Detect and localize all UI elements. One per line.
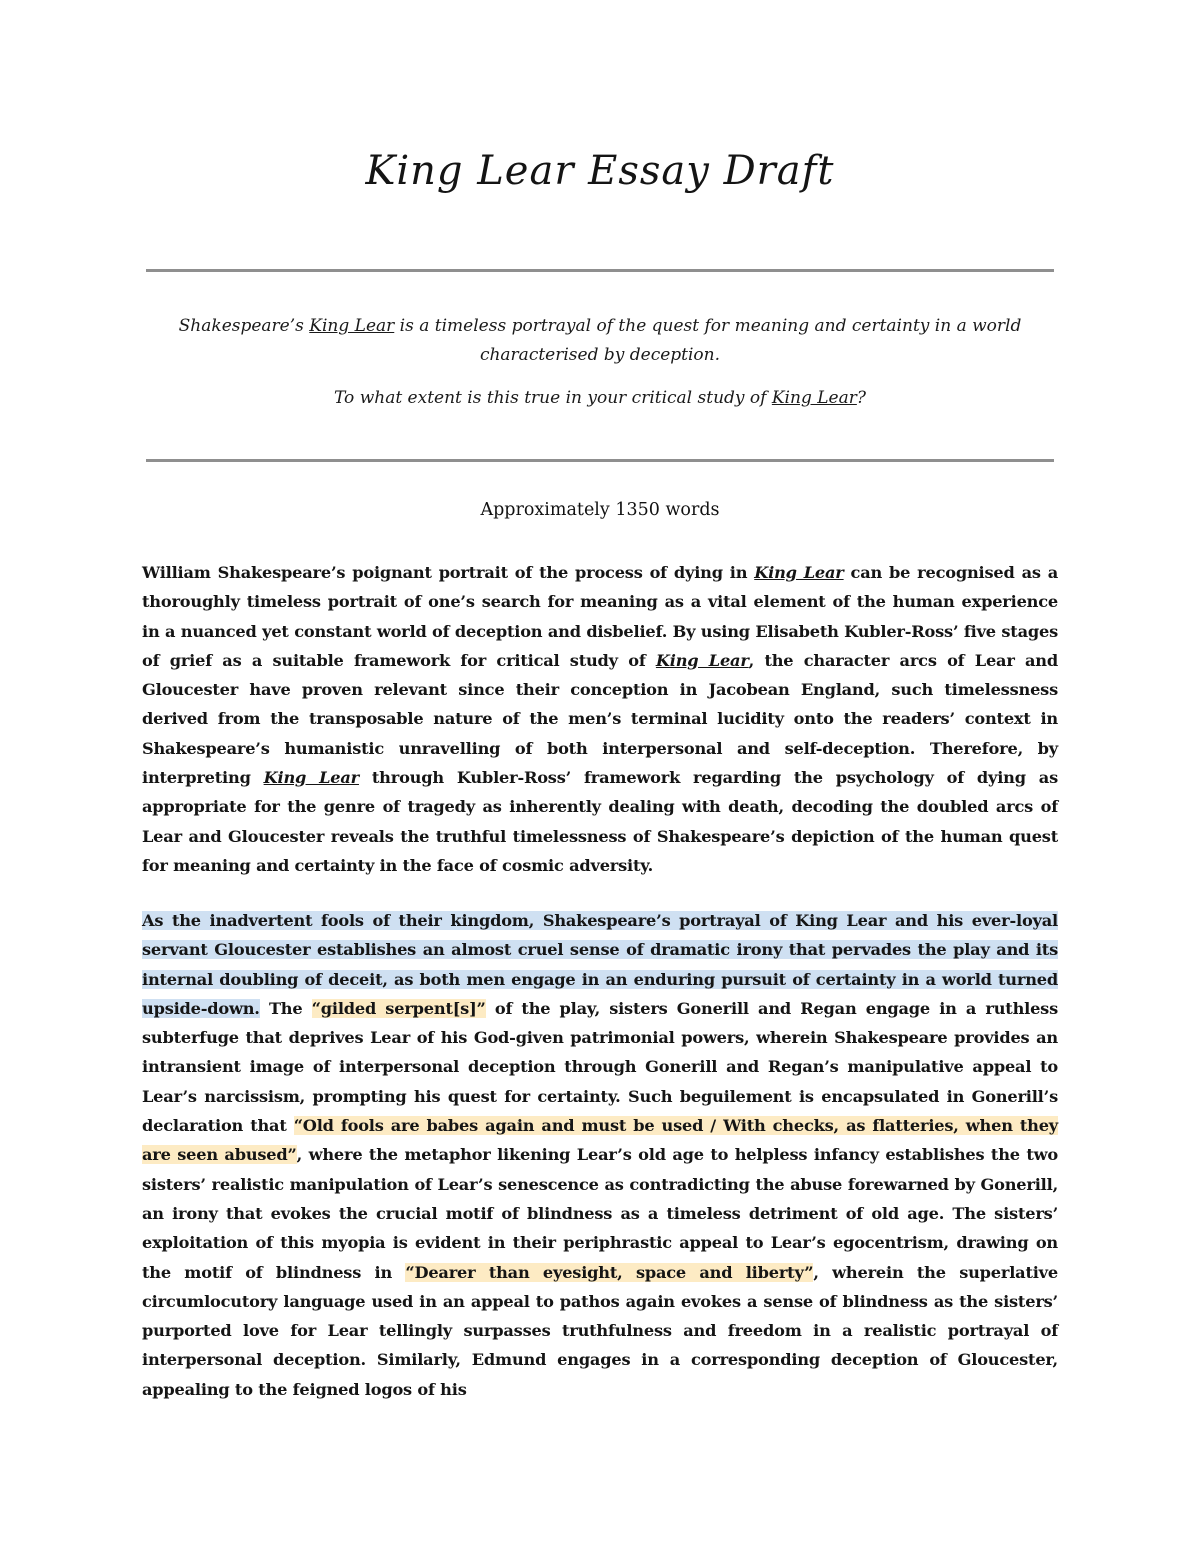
quote-highlight: “gilded serpent[s]” bbox=[311, 998, 486, 1018]
question-work-title: King Lear bbox=[771, 388, 857, 408]
introduction-paragraph bbox=[142, 558, 1058, 880]
question-text: is a timeless portrayal of the quest for meaning and certainty in a world characterised by deception. bbox=[394, 316, 1022, 365]
paragraph-text: , wherein the superlative circumlocutory language used in an appeal to pathos again evokes a sense of blindness as the sisters’ purported love for Lear tellingly surpasses truthfulness and freedom in a realistic portrayal of interpersonal deception. Similarly, Edmund engages in a corresponding deception of Gloucester, appealing to the feigned logos of his bbox=[142, 1262, 1058, 1399]
work-title: King Lear bbox=[655, 650, 749, 670]
body-paragraph bbox=[142, 906, 1058, 1404]
paragraph-text: can be recognised as a thoroughly timeless portrait of one’s search for meaning as a vital element of the human experience in a nuanced yet constant world of deception and disbelief. By using Elisabeth Kubler-Ross’ five stages of grief as a suitable framework for critical study of bbox=[142, 563, 1059, 670]
question-text: ? bbox=[856, 388, 866, 408]
paragraph-text: , the character arcs of Lear and Gloucester have proven relevant since their conception in Jacobean England, such timelessness derived from the transposable nature of the men’s terminal lucidity onto the readers’ context in Shakespeare’s humanistic unravelling of both interpersonal and self-deception. Therefore, by interpreting bbox=[142, 650, 1058, 788]
topic-sentence-highlight: As the inadvertent fools of their kingdom, Shakespeare’s portrayal of King Lear and his ever-loyal servant Gloucester establishes an almost cruel sense of dramatic irony that pervades the play and its internal doubling of deceit, as both men engage in an enduring pursuit of certainty in a world turned upside-down. bbox=[142, 911, 1058, 1018]
question-text: Shakespeare’s bbox=[178, 316, 310, 336]
quote-highlight: “Old fools are babes again and must be used / With checks, as flatteries, when they are seen abused” bbox=[142, 1116, 1058, 1165]
work-title: King Lear bbox=[263, 768, 359, 788]
top-divider bbox=[146, 269, 1054, 272]
essay-title: King Lear Essay Draft bbox=[365, 148, 835, 194]
paragraph-text: through Kubler-Ross’ framework regarding the psychology of dying as appropriate for the genre of tragedy as inherently dealing with death, decoding the doubled arcs of Lear and Gloucester reveals the truthful timelessness of Shakespeare’s depiction of the human quest for meaning and certainty in the face of cosmic adversity. bbox=[142, 768, 1059, 875]
word-count: Approximately 1350 words bbox=[480, 500, 720, 520]
quote-highlight: “Dearer than eyesight, space and liberty” bbox=[405, 1262, 814, 1282]
essay-question-task bbox=[146, 384, 1054, 413]
paragraph-text: , where the metaphor likening Lear’s old age to helpless infancy establishes the two sisters’ realistic manipulation of Lear’s senescence as contradicting the abuse forewarned by Gonerill, an irony that evokes the crucial motif of blindness as a timeless detriment of old age. The sisters’ exploitation of this myopia is evident in their periphrastic appeal to Lear’s egocentrism, drawing on the motif of blindness in bbox=[142, 1145, 1058, 1282]
work-title: King Lear bbox=[754, 563, 844, 582]
question-work-title: King Lear bbox=[309, 316, 395, 336]
paragraph-text: The bbox=[259, 998, 312, 1018]
paragraph-text: William Shakespeare’s poignant portrait of the process of dying in bbox=[142, 563, 755, 582]
paragraph-text: of the play, sisters Gonerill and Regan engage in a ruthless subterfuge that deprives Lear of his God-given patrimonial powers, wherein Shakespeare provides an intransient image of interpersonal deception through Gonerill and Regan’s manipulative appeal to Lear’s narcissism, prompting his quest for certainty. Such beguilement is encapsulated in Gonerill’s declaration that bbox=[142, 998, 1059, 1136]
question-text: To what extent is this true in your critical study of bbox=[334, 388, 772, 408]
essay-question bbox=[146, 312, 1054, 370]
bottom-divider bbox=[146, 459, 1054, 462]
